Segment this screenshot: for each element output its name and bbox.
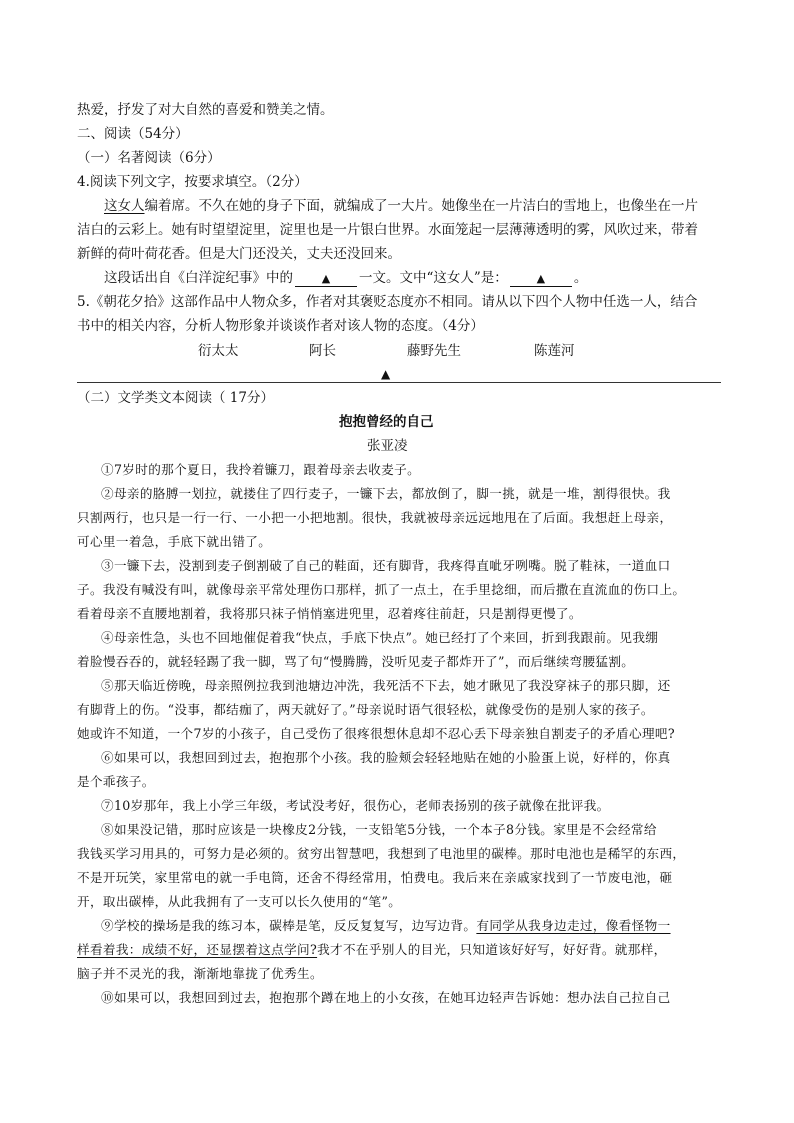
- article-line: ②母亲的胳膊一划拉，就搂住了四行麦子，一镰下去，都放倒了，脚一挑，就是一堆，割得很快。我: [101, 486, 671, 501]
- article-line: 只割两行，也只是一行一行、一小把一小把地割。很快，我就被母亲远远地甩在了后面。我想赶上母亲，: [77, 510, 673, 525]
- section-heading-reading: 二、阅读（54分）: [77, 126, 189, 142]
- q4-fill-text-a: 这段话出自《白洋淀纪事》中的: [104, 270, 293, 286]
- article-line: 看着母亲不直腰地割着，我将那只袜子悄悄塞进兜里，忍着疼往前赶，只是割得更慢了。: [77, 606, 582, 621]
- article-line: 着脸慢吞吞的，就轻轻踢了我一脚，骂了句“慢腾腾，没听见麦子都炸开了”，而后继续弯腰猛割。: [77, 654, 635, 669]
- part1-heading: （一）名著阅读（6分）: [77, 150, 221, 166]
- article-line-19-text: ⑨学校的操场是我的练习本，碳棒是笔，反反复复写，边写边背。: [101, 918, 477, 933]
- article-author: 张亚凌: [367, 438, 408, 454]
- article-line: 她或许不知道，一个7岁的小孩子，自己受伤了很疼很想休息却不忍心丢下母亲独自割麦子的矛盾心理吧?: [77, 726, 675, 741]
- answer-blank-1[interactable]: ▲: [295, 272, 357, 287]
- answer-mark-triangle: ▲: [381, 367, 391, 381]
- article-line: 我钱买学习用具的，可努力是必须的。贫穷出智慧吧，我想到了电池里的碳棒。那时电池也是稀罕的东西，: [77, 846, 686, 861]
- article-line: ①7岁时的那个夏日，我拎着镰刀，跟着母亲去收麦子。: [101, 462, 421, 477]
- article-line: ⑥如果可以，我想回到过去，抱抱那个小孩。我的脸颊会轻轻地贴在她的小脸蛋上说，好样的，你真: [101, 750, 671, 765]
- article-line: 脑子并不灵光的我，渐渐地靠拢了优秀生。: [77, 966, 323, 981]
- underlined-sentence-start: 有同学从我身边走过，像看怪物一: [476, 918, 671, 933]
- answer-blank-2[interactable]: ▲: [510, 272, 572, 287]
- article-line: 是个乖孩子。: [77, 774, 155, 789]
- character-option-2: 阿长: [309, 343, 336, 359]
- q4-passage-line-1-rest: 编着席。不久在她的身子下面，就编成了一大片。她像坐在一片洁白的雪地上，也像坐在一片: [144, 198, 698, 214]
- article-line-with-underline: [101, 916, 671, 936]
- q4-passage-line-1: [104, 196, 698, 216]
- article-line: 有脚背上的伤。“没事，都结痂了，两天就好了。”母亲说时语气很轻松，就像受伤的是别人家的孩子。: [77, 702, 654, 717]
- article-line: 开，取出碳棒，从此我拥有了一支可以长久使用的“笔”。: [77, 894, 402, 909]
- character-option-4: 陈莲河: [534, 343, 575, 359]
- q4-passage-line-3: 新鲜的荷叶荷花香。但是大门还没关，丈夫还没回来。: [77, 246, 401, 262]
- q4-passage-line-2: 洁白的云彩上。她有时望望淀里，淀里也是一片银白世界。水面笼起一层薄薄透明的雾，风吹过来，带着: [77, 222, 698, 238]
- underlined-this-woman: 这女人: [104, 198, 145, 214]
- article-line: ⑤那天临近傍晚，母亲照例拉我到池塘边冲洗，我死活不下去，她才瞅见了我没穿袜子的那只脚，还: [101, 678, 671, 693]
- intro-tail-text: 热爱，抒发了对大自然的喜爱和赞美之情。: [77, 102, 334, 118]
- character-option-3: 藤野先生: [407, 343, 461, 359]
- q4-prompt: 4.阅读下列文字，按要求填空。（2分）: [77, 174, 308, 190]
- article-title: 抱抱曾经的自己: [339, 414, 434, 430]
- article-line: 不是开玩笑，家里常电的就一手电筒，还舍不得经常用，怕费电。我后来在亲戚家找到了一节废电池，砸: [77, 870, 673, 885]
- q4-fill-text-c: 。: [573, 270, 588, 286]
- underlined-sentence-end: 样看着我：成绩不好，还显摆着这点学问?: [77, 942, 318, 957]
- article-line: ⑦10岁那年，我上小学三年级，考试没考好，很伤心，老师表扬别的孩子就像在批评我。: [101, 798, 610, 813]
- character-option-1: 衍太太: [198, 343, 239, 359]
- part2-heading: （二）文学类文本阅读（ 17分）: [77, 390, 274, 406]
- article-line: 可心里一着急，手底下就出错了。: [77, 534, 272, 549]
- article-line: 子。我没有喊没有叫，就像母亲平常处理伤口那样，抓了一点土，在手里捻细，而后撒在直流血的伤口上。: [77, 582, 686, 597]
- article-line: ④母亲性急，头也不回地催促着我“快点，手底下快点”。她已经打了个来回，折到我跟前。见我绷: [101, 630, 659, 645]
- article-line-20-rest: 我才不在乎别人的目光，只知道该好好写，好好背。就那样，: [317, 942, 667, 957]
- article-line: ③一镰下去，没割到麦子倒割破了自己的鞋面，还有脚背，我疼得直呲牙咧嘴。脱了鞋袜，一道血口: [101, 558, 671, 573]
- q4-fill-text-b: 一文。文中“这女人”是：: [359, 270, 508, 286]
- answer-divider-line: [77, 382, 721, 383]
- article-line-20-text: [77, 942, 667, 957]
- article-line-underlined-continued: [77, 940, 667, 960]
- q4-fill-line: [104, 268, 587, 288]
- q5-line-2: 书中的相关内容，分析人物形象并谈谈作者对该人物的态度。（4分）: [77, 318, 484, 334]
- article-line: ⑩如果可以，我想回到过去，抱抱那个蹲在地上的小女孩，在她耳边轻声告诉她：想办法自己拉自己: [101, 990, 671, 1005]
- q5-line-1: 5.《朝花夕拾》这部作品中人物众多，作者对其褒贬态度亦不相同。请从以下四个人物中任选一人，结合: [77, 294, 698, 310]
- article-line: ⑧如果没记错，那时应该是一块橡皮2分钱，一支铅笔5分钱，一个本子8分钱。家里是不会经常给: [101, 822, 657, 837]
